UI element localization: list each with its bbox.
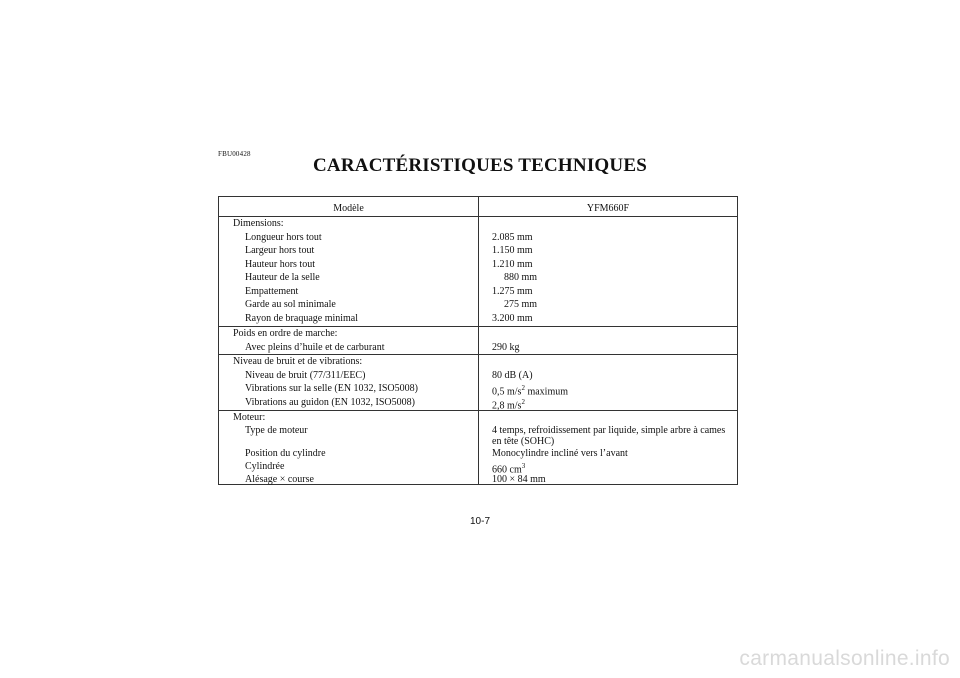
group-label-noise: Niveau de bruit et de vibrations:: [233, 356, 363, 367]
spec-label: Garde au sol minimale: [245, 299, 336, 310]
spec-label: Cylindrée: [245, 461, 285, 472]
table-row: [219, 285, 737, 298]
document-code: FBU00428: [218, 150, 251, 158]
spec-label: Position du cylindre: [245, 448, 326, 459]
page-number: 10-7: [469, 516, 490, 527]
group-label-weight: Poids en ordre de marche:: [233, 328, 338, 339]
spec-label: Vibrations sur la selle (EN 1032, ISO5008): [245, 383, 418, 394]
table-row: [219, 271, 737, 284]
table-row: [219, 355, 737, 368]
spec-value: 2.085 mm: [492, 232, 533, 243]
table-row: [219, 298, 737, 311]
spec-value: 880 mm: [504, 272, 538, 283]
page-title: CARACTÉRISTIQUES TECHNIQUES: [313, 155, 647, 176]
watermark: carmanualsonline.info: [739, 647, 950, 670]
header-model-value: YFM660F: [586, 203, 630, 214]
spec-label: Rayon de braquage minimal: [245, 313, 359, 324]
spec-label: Avec pleins d’huile et de carburant: [245, 342, 385, 353]
spec-value: 1.275 mm: [492, 286, 533, 297]
spec-value: 1.210 mm: [492, 259, 533, 270]
header-model-label: Modèle: [333, 203, 364, 214]
table-row: [219, 424, 737, 448]
spec-table: [218, 196, 738, 485]
table-row: [219, 382, 737, 398]
table-row: [219, 473, 737, 486]
spec-value: 4 temps, refroidissement par liquide, simple arbre à cames en tête (SOHC): [492, 425, 726, 447]
group-label-engine: Moteur:: [233, 412, 266, 423]
group-label-dimensions: Dimensions:: [233, 218, 284, 229]
table-row: [219, 369, 737, 382]
spec-value: 3.200 mm: [492, 313, 533, 324]
table-row: [219, 312, 737, 325]
spec-label: Type de moteur: [245, 425, 308, 436]
table-row: [219, 217, 737, 230]
spec-label: Vibrations au guidon (EN 1032, ISO5008): [245, 397, 415, 408]
spec-value: 275 mm: [504, 299, 538, 310]
table-row: [219, 341, 737, 354]
table-row: [219, 460, 737, 476]
spec-value: 80 dB (A): [492, 370, 533, 381]
spec-label: Empattement: [245, 286, 299, 297]
table-row: [219, 258, 737, 271]
spec-label: Longueur hors tout: [245, 232, 322, 243]
spec-value: Monocylindre incliné vers l’avant: [492, 448, 628, 459]
spec-value: 2,8 $m/s^2$: [492, 398, 525, 412]
spec-label: Hauteur de la selle: [245, 272, 320, 283]
spec-label: Hauteur hors tout: [245, 259, 315, 270]
table-row: [219, 447, 737, 460]
spec-value: 290 kg: [492, 342, 520, 353]
table-row: [219, 244, 737, 257]
spec-label: Largeur hors tout: [245, 245, 315, 256]
spec-label: Alésage × course: [245, 474, 314, 485]
spec-label: Niveau de bruit (77/311/EEC): [245, 370, 366, 381]
table-row: [219, 411, 737, 424]
spec-value: 100 × 84 mm: [492, 474, 546, 485]
table-row: [219, 396, 737, 412]
spec-value: 660 $cm^3$: [492, 462, 526, 476]
spec-value: 0,5 $m/s^2$ maximum: [492, 384, 569, 398]
spec-value: 1.150 mm: [492, 245, 533, 256]
table-row: [219, 231, 737, 244]
table-row: [219, 327, 737, 340]
